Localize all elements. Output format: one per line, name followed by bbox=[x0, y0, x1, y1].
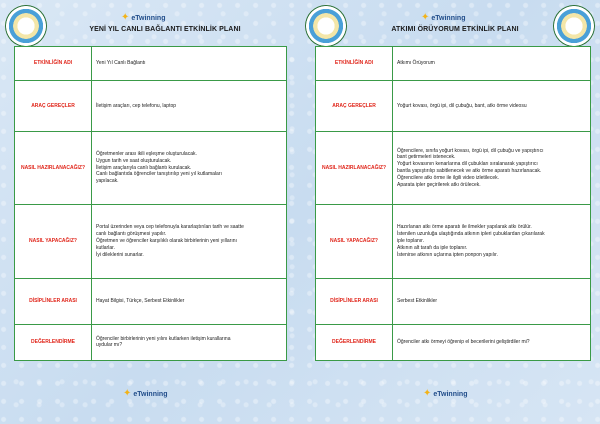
table-row bbox=[15, 204, 287, 279]
activity-plan-table bbox=[315, 46, 591, 361]
table-row bbox=[15, 80, 287, 132]
table-row bbox=[316, 47, 591, 81]
row-label: ETKİNLİĞİN ADI bbox=[15, 47, 92, 81]
row-value: Öğrenciler birbirlerinin yeni yılını kutlarken iletişim kurallarına uydular mı? bbox=[92, 324, 287, 360]
row-label: DİSİPLİNLER ARASI bbox=[316, 279, 393, 325]
table-row bbox=[15, 132, 287, 204]
row-label: NASIL HAZIRLANACAĞIZ? bbox=[316, 132, 393, 204]
row-label: NASIL YAPACAĞIZ? bbox=[316, 204, 393, 279]
etwinning-star-icon: ✦ bbox=[423, 388, 432, 399]
table-row bbox=[316, 204, 591, 279]
row-value: Serbest Etkinlikler bbox=[393, 279, 591, 325]
row-value: Hayat Bilgisi, Türkçe, Serbest Etkinlikler bbox=[92, 279, 287, 325]
table-row bbox=[316, 324, 591, 360]
row-label: NASIL YAPACAĞIZ? bbox=[15, 204, 92, 279]
row-value: Yoğurt kovası, örgü ipi, dil çubuğu, bant, atkı örme videosu bbox=[393, 80, 591, 132]
table-row bbox=[316, 132, 591, 204]
row-label: DEĞERLENDİRME bbox=[316, 324, 393, 360]
row-label: ARAÇ GEREÇLER bbox=[15, 80, 92, 132]
row-value: Öğrencilere, sınıfa yoğurt kovası, örgü ipi, dil çubuğu ve yapıştırıcı bant getirmeleri istenecek. Yoğurt kovasının kenarlarına dil çubukları sıralanarak yapıştırıcı bantla yapıştırılıp sabitlenecek ve atkı örme aparatı hazırlanacak. Öğrencilere atkı örme ile ilgili video izletilecek. Aparata ipler geçirilerek atkı örülecek. bbox=[393, 132, 591, 204]
table-row bbox=[316, 80, 591, 132]
row-label: NASIL HAZIRLANACAĞIZ? bbox=[15, 132, 92, 204]
row-label: ARAÇ GEREÇLER bbox=[316, 80, 393, 132]
etwinning-star-icon: ✦ bbox=[121, 12, 130, 23]
right-page bbox=[300, 0, 600, 424]
etwinning-logo: ✦ eTwinning bbox=[121, 12, 166, 23]
activity-plan-table bbox=[14, 46, 287, 361]
row-value: Portal üzerinden veya cep telefonuyla kararlaştırılan tarih ve saatte canlı bağlantı görüşmesi yapılır. Öğretmen ve öğrenciler karşılıklı olarak birbirlerinin yeni yıllarını kutlarlar. İyi dileklerini sunarlar. bbox=[92, 204, 287, 279]
etwinning-star-icon: ✦ bbox=[421, 12, 430, 23]
page-title: YENİ YIL CANLI BAĞLANTI ETKİNLİK PLANI bbox=[89, 26, 241, 33]
table-row bbox=[15, 47, 287, 81]
row-value: İletişim araçları, cep telefonu, laptop bbox=[92, 80, 287, 132]
row-value: Atkımı Örüyorum bbox=[393, 47, 591, 81]
page-title: ATKIMI ÖRÜYORUM ETKİNLİK PLANI bbox=[391, 26, 519, 33]
etwinning-logo: ✦ eTwinning bbox=[421, 12, 466, 23]
row-value: Yeni Yıl Canlı Bağlantı bbox=[92, 47, 287, 81]
row-label: DİSİPLİNLER ARASI bbox=[15, 279, 92, 325]
table-row bbox=[15, 324, 287, 360]
row-label: DEĞERLENDİRME bbox=[15, 324, 92, 360]
etwinning-logo-footer: ✦ eTwinning bbox=[423, 388, 468, 399]
table-row bbox=[15, 279, 287, 325]
row-label: ETKİNLİĞİN ADI bbox=[316, 47, 393, 81]
etwinning-star-icon: ✦ bbox=[123, 388, 132, 399]
table-row bbox=[316, 279, 591, 325]
row-value: Hazırlanan atkı örme aparatı ile ilmekler yapılarak atkı örülür. İstenilen uzunluğa ulaştığında atkının ipleri çubuklardan çıkarılarak iple toplanır. Atkının alt tarafı da iple toplanır. İstenirse atkının uçlarına ipten ponpon yapılır. bbox=[393, 204, 591, 279]
row-value: Öğrenciler atkı örmeyi öğrenip el becerilerini geliştirdiler mi? bbox=[393, 324, 591, 360]
row-value: Öğretmenler arası ikili eşleşme oluşturulacak. Uygun tarih ve saat oluşturulacak. İletişim araçlarıyla canlı bağlantı kurulacak. Canlı bağlantıda öğrenciler tanıştırılıp yeni yıl kutlamaları yapılacak. bbox=[92, 132, 287, 204]
etwinning-logo-footer: ✦ eTwinning bbox=[123, 388, 168, 399]
